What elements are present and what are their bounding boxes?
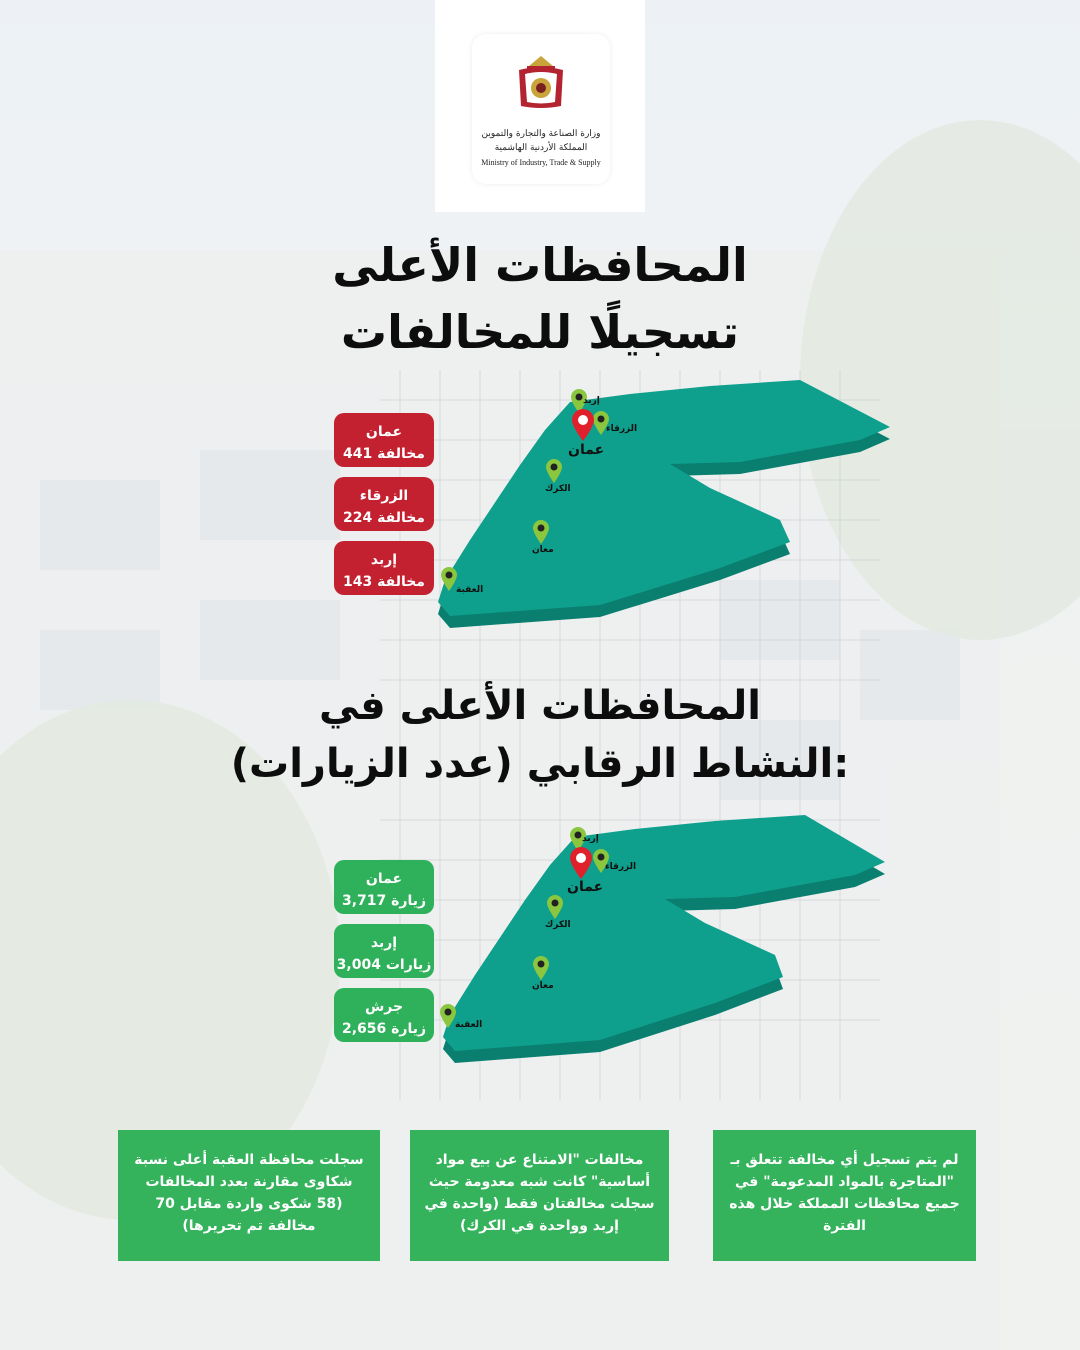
label-maan-2: معان xyxy=(532,981,554,991)
pin-karak-1 xyxy=(544,458,564,484)
violation-badge-irbid xyxy=(334,541,434,595)
section2-title-line2: النشاط الرقابي (عدد الزيارات): xyxy=(230,741,850,787)
section1-title-line1: المحافظات الأعلى xyxy=(332,238,748,292)
ministry-logo-panel xyxy=(435,0,645,212)
pin-amman-1-main xyxy=(570,408,596,442)
badge-city: عمان xyxy=(365,871,403,887)
ministry-name-ar-line1: وزارة الصناعة والتجارة والتموين xyxy=(481,129,601,139)
badge-city: إربد xyxy=(370,935,398,951)
visits-badge-amman xyxy=(334,860,434,914)
label-irbid-1: إربد xyxy=(583,396,600,406)
label-aqaba-1: العقبة xyxy=(456,585,484,595)
pin-maan-2 xyxy=(531,955,551,981)
badge-value: 441 مخالفة xyxy=(343,446,425,462)
label-karak-1: الكرك xyxy=(545,484,571,494)
visits-badge-irbid xyxy=(334,924,434,978)
badge-value: 3,717 زيارة xyxy=(341,893,427,909)
pin-karak-2 xyxy=(545,894,565,920)
badge-city: جرش xyxy=(364,999,404,1015)
pin-amman-2-main xyxy=(568,846,594,880)
visits-badge-jerash xyxy=(334,988,434,1042)
note-aqaba-complaints: سجلت محافظة العقبة أعلى نسبة شكاوى مقارنة بعدد المخالفات (58 شكوى واردة مقابل 70 مخالفة تم تحريرها) xyxy=(118,1130,380,1261)
ministry-name-ar-line2: المملكة الأردنية الهاشمية xyxy=(494,143,588,153)
section1-title-line2: تسجيلًا للمخالفات xyxy=(340,305,740,359)
badge-city: عمان xyxy=(365,424,403,440)
label-karak-2: الكرك xyxy=(545,920,571,930)
label-maan-1: معان xyxy=(532,545,554,555)
label-aqaba-2: العقبة xyxy=(455,1020,483,1030)
ministry-logo-card xyxy=(472,34,610,184)
badge-value: 143 مخالفة xyxy=(343,574,425,590)
label-amman-1: عمان xyxy=(568,442,605,458)
label-amman-2: عمان xyxy=(567,879,604,895)
note-subsidized-goods: لم يتم تسجيل أي مخالفة تتعلق بـ "المتاجرة بالمواد المدعومة" في جميع محافظات المملكة خلال هذه الفترة xyxy=(713,1130,976,1261)
violation-badge-zarqa xyxy=(334,477,434,531)
pin-maan-1 xyxy=(531,519,551,545)
ministry-name-en: Ministry of Industry, Trade & Supply xyxy=(481,158,601,167)
badge-city: إربد xyxy=(370,552,398,568)
crown-emblem-icon xyxy=(511,52,571,112)
label-zarqa-1: الزرقاء xyxy=(606,424,638,434)
jordan-map-2 xyxy=(425,815,905,1075)
note-refusal-to-sell: مخالفات "الامتناع عن بيع مواد أساسية" كانت شبه معدومة حيث سجلت مخالفتان فقط (واحدة في إربد وواحدة في الكرك) xyxy=(410,1130,669,1261)
badge-value: 2,656 زيارة xyxy=(341,1021,427,1037)
badge-value: 224 مخالفة xyxy=(343,510,425,526)
badge-city: الزرقاء xyxy=(359,488,409,504)
badge-value: 3,004 زيارات xyxy=(336,957,432,973)
violation-badge-amman xyxy=(334,413,434,467)
label-zarqa-2: الزرقاء xyxy=(605,862,637,872)
jordan-map-1 xyxy=(420,380,900,640)
section2-title-line1: المحافظات الأعلى في xyxy=(319,683,761,729)
label-irbid-2: إربد xyxy=(582,834,599,844)
